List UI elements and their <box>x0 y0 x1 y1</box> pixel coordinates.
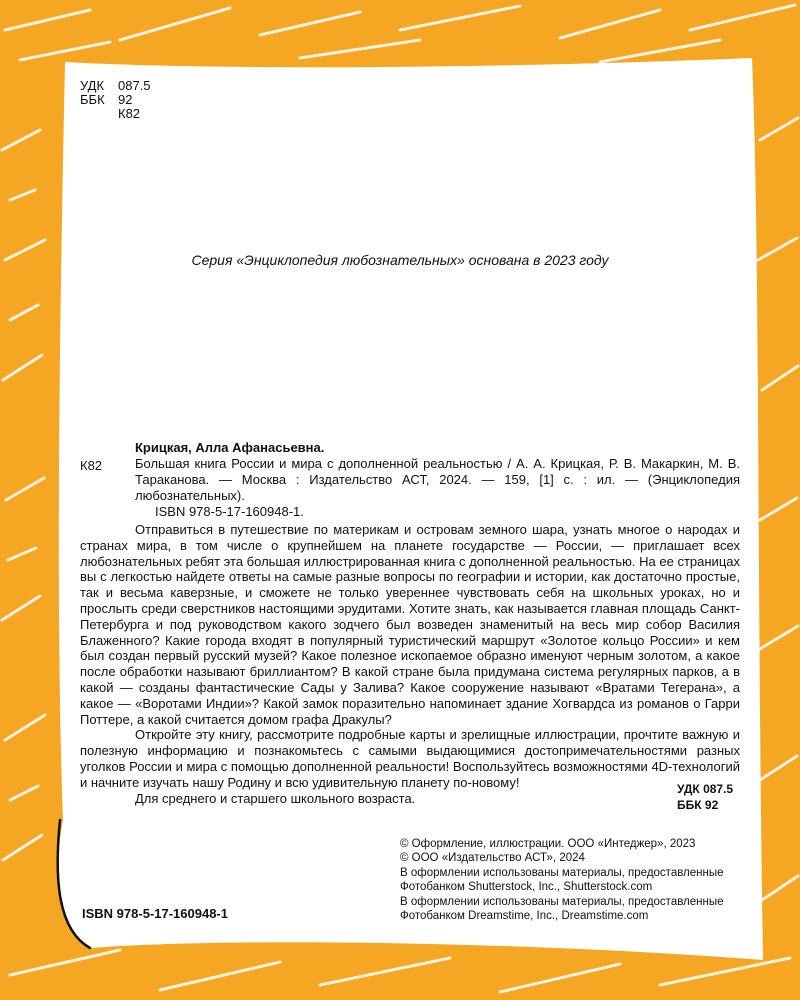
annotation-paragraph-1: Отправиться в путешествие по материкам и островам земного шара, узнать многое о народах и странах мира, в том числе о крупнейшем на планете государстве — России, — приглашает всех любознательных ребят эта большая иллюстрированная книга с дополненной реальностью. На ее страницах вы с легкостью найдете ответы на самые разные вопросы по географии и истории, как достаточно простые, так и весьма каверзные, и сможете не только увереннее чувствовать себя на школьных уроках, но и прослыть среди сверстников настоящими эрудитами. Хотите знать, как называется главная площадь Санкт-Петербурга и под руководством какого зодчего был возведен знаменитый на весь мир собор Василия Блаженного? Какие города входят в популярный туристический маршрут «Золотое кольцо России» и кем был создан первый русский музей? Какое полезное ископаемое образно именуют черным золотом, а какое после обработки называют бриллиантом? В какой стране была придумана система регулярных парков, а в какой — созданы фантастические Сады у Залива? Какое сооружение называют «Вратами Тегерана», а какое — «Воротами Индии»? Какой замок поразительно напоминает здание Хогвардса из романов о Гарри Поттере, а какой считается домом графа Дракулы? <box>80 522 740 727</box>
record-author-code: К82 <box>80 458 103 473</box>
copyright-line-2: © ООО «Издательство АСТ», 2024 <box>400 851 585 864</box>
copyright-line-1: © Оформление, иллюстрации. ООО «Интеджер», 2023 <box>400 838 696 850</box>
classification-block <box>80 79 151 121</box>
bibliographic-record <box>135 440 740 520</box>
annotation-paragraph-2: Откройте эту книгу, рассмотрите подробные карты и зрелищные иллюстрации, прочтите важную и полезную информацию и познакомьтесь с самыми выдающимися достопримечательностями разных уголков России и мира с помощью дополненной реальности! Воспользуйтесь возможностями 4D-технологий и начните изучать нашу Родину и всю удивительную планету по-новому! <box>80 727 740 790</box>
udk-label: УДК <box>80 78 105 93</box>
copyright-block <box>400 838 740 924</box>
audience-note: Для среднего и старшего школьного возраста. <box>135 790 416 806</box>
bottom-classification <box>677 781 733 813</box>
annotation <box>80 522 740 806</box>
author-name: Крицкая, Алла Афанасьевна. <box>135 440 325 455</box>
author-code: К82 <box>118 106 141 121</box>
isbn-bottom: ISBN 978-5-17-160948-1 <box>82 906 228 921</box>
copyright-line-4: В оформлении использованы материалы, предоставленные Фотобанком Dreamstime, Inc., Dreamstime.com <box>400 896 724 922</box>
bbk-value: 92 <box>118 92 133 107</box>
copyright-line-3: В оформлении использованы материалы, предоставленные Фотобанком Shutterstock, Inc., Shutterstock.com <box>400 867 724 893</box>
record-isbn: ISBN 978-5-17-160948-1. <box>155 504 304 519</box>
udk-value: 087.5 <box>118 78 151 93</box>
title-line: Большая книга России и мира с дополненной реальностью / А. А. Крицкая, Р. В. Макаркин, М. В. Тараканова. — Москва : Издательство АСТ, 2024. — 159, [1] с. : ил. — (Энциклопедия любознательных). <box>135 456 740 503</box>
bbk-label: ББК <box>80 92 105 107</box>
bottom-udk: УДК 087.5 <box>677 782 734 796</box>
series-note: Серия «Энциклопедия любознательных» основана в 2023 году <box>191 252 609 268</box>
bottom-bbk: ББК 92 <box>677 798 719 812</box>
